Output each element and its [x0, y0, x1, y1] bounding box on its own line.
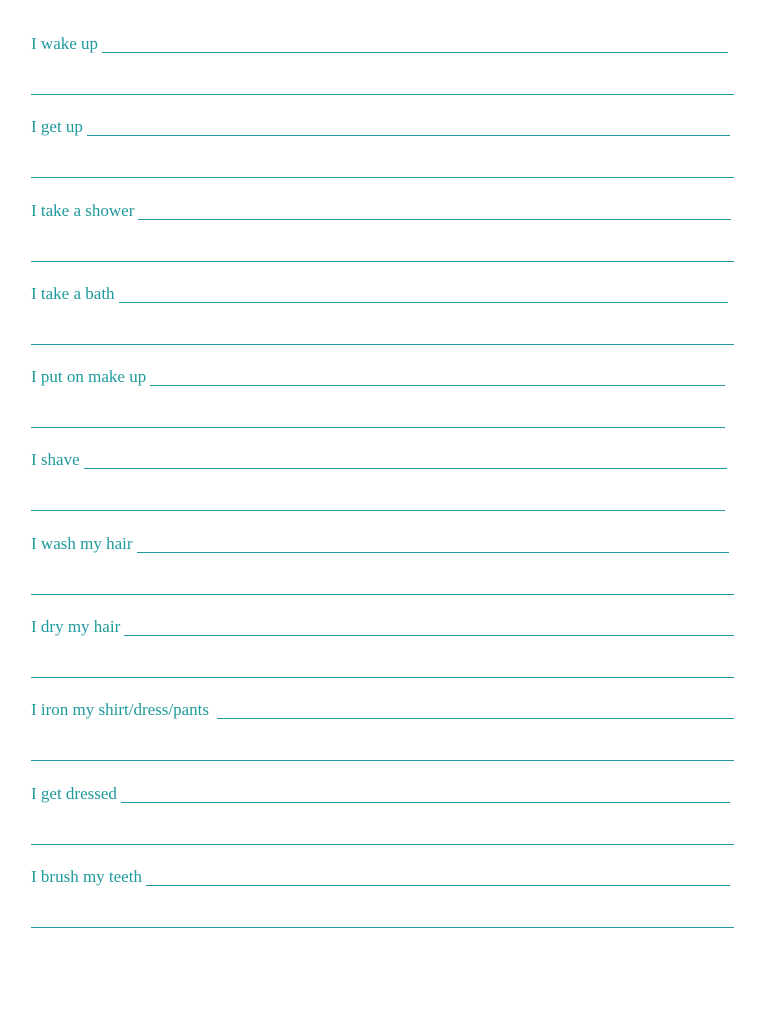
- entry-get-up: [31, 113, 734, 196]
- entry-take-bath: [31, 280, 734, 363]
- prompt-label: I take a shower: [31, 200, 135, 220]
- prompt-label: I shave: [31, 450, 80, 470]
- answer-line[interactable]: [119, 302, 728, 303]
- entry-wash-hair: [31, 530, 734, 613]
- worksheet: [31, 30, 734, 946]
- answer-line[interactable]: [138, 219, 731, 220]
- prompt-label: I get up: [31, 117, 83, 137]
- prompt-label: I get dressed: [31, 783, 117, 803]
- answer-line-continuation[interactable]: [31, 844, 734, 845]
- answer-line[interactable]: [146, 885, 730, 886]
- answer-line-continuation[interactable]: [31, 94, 734, 95]
- entry-iron-clothes: [31, 696, 734, 779]
- answer-line-continuation[interactable]: [31, 261, 734, 262]
- entry-brush-teeth: [31, 863, 734, 946]
- answer-line-continuation[interactable]: [31, 510, 725, 511]
- prompt-label: I take a bath: [31, 283, 115, 303]
- prompt-label: I brush my teeth: [31, 866, 142, 886]
- entry-first-line: [31, 696, 734, 720]
- answer-line[interactable]: [121, 802, 730, 803]
- answer-line[interactable]: [102, 52, 728, 53]
- entry-first-line: [31, 280, 734, 304]
- answer-line[interactable]: [150, 385, 725, 386]
- prompt-label: I put on make up: [31, 367, 147, 387]
- entry-first-line: [31, 363, 734, 387]
- answer-line[interactable]: [87, 135, 730, 136]
- answer-line[interactable]: [137, 552, 729, 553]
- entry-first-line: [31, 530, 734, 554]
- answer-line[interactable]: [124, 635, 734, 636]
- answer-line-continuation[interactable]: [31, 677, 734, 678]
- prompt-label: I wash my hair: [31, 533, 133, 553]
- entry-first-line: [31, 863, 734, 887]
- entry-put-on-make-up: [31, 363, 734, 446]
- answer-line-continuation[interactable]: [31, 177, 734, 178]
- answer-line-continuation[interactable]: [31, 344, 734, 345]
- entry-take-shower: [31, 197, 734, 280]
- entry-wake-up: [31, 30, 734, 113]
- answer-line[interactable]: [217, 718, 734, 719]
- prompt-label: I wake up: [31, 34, 99, 53]
- answer-line-continuation[interactable]: [31, 594, 734, 595]
- answer-line[interactable]: [84, 468, 727, 469]
- entry-first-line: [31, 613, 734, 637]
- entry-first-line: [31, 197, 734, 221]
- entry-first-line: [31, 446, 734, 470]
- entry-dry-hair: [31, 613, 734, 696]
- answer-line-continuation[interactable]: [31, 760, 734, 761]
- answer-line-continuation[interactable]: [31, 427, 725, 428]
- prompt-label: I dry my hair: [31, 617, 121, 637]
- entry-first-line: [31, 30, 734, 54]
- prompt-label: I iron my shirt/dress/pants: [31, 700, 214, 720]
- answer-line-continuation[interactable]: [31, 927, 734, 928]
- entry-shave: [31, 446, 734, 529]
- entry-first-line: [31, 780, 734, 804]
- entry-get-dressed: [31, 780, 734, 863]
- entry-first-line: [31, 113, 734, 137]
